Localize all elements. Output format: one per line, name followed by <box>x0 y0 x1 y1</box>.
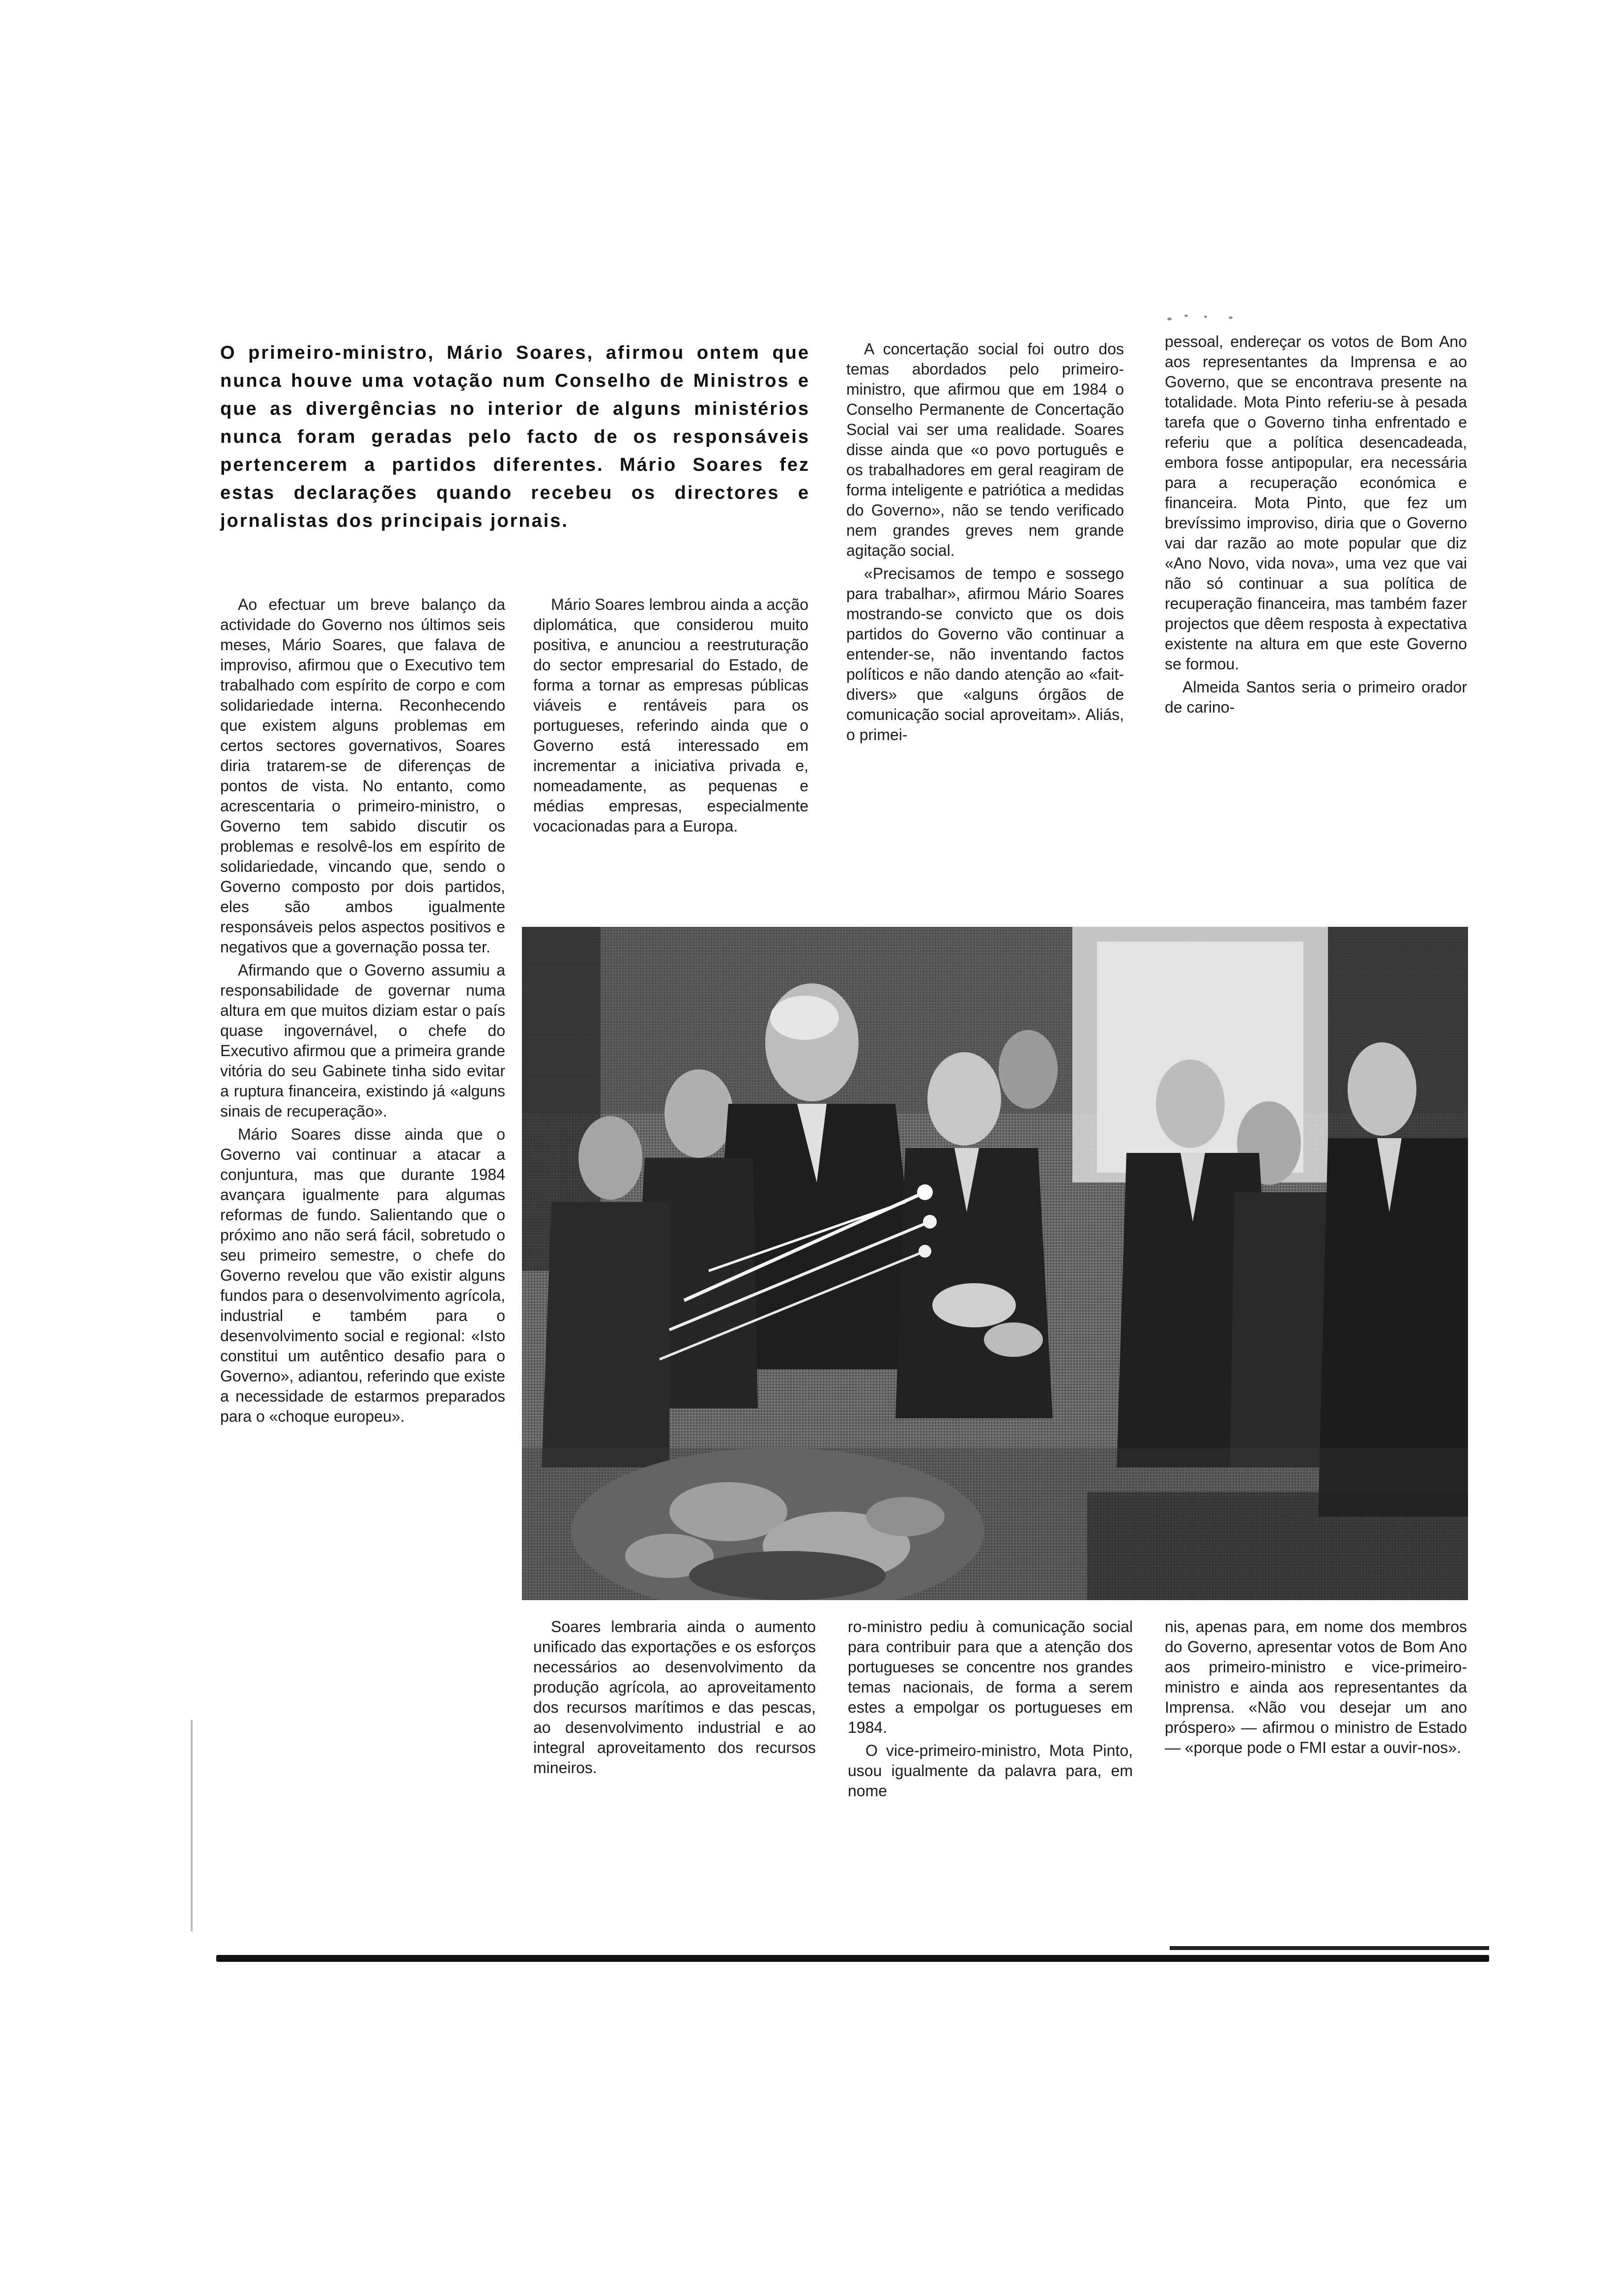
bottom-rule <box>216 1955 1489 1962</box>
paragraph: Mário Soares lembrou ainda a acção diplomática, que considerou muito positiva, e anunciou a reestruturação do sector empresarial do Estado, de forma a tornar as empresas públicas viáveis e rentáveis para os portugueses, referindo ainda que o Governo está interessado em incrementar a iniciativa privada e, nomeadamente, as pequenas e médias empresas, especialmente vocacionadas para a Europa. <box>533 596 808 835</box>
paragraph: Almeida Santos seria o primeiro orador de carino- <box>1165 678 1467 716</box>
article-lede: O primeiro-ministro, Mário Soares, afirmou ontem que nunca houve uma votação num Conselho de Ministros e que as divergências no interior de alguns ministérios nunca foram geradas pelo facto de os responsáveis pertencerem a partidos diferentes. Mário Soares fez estas declarações quando recebeu os directores e jornalistas dos principais jornais. <box>220 343 810 531</box>
article-column-7 <box>1165 1617 1467 1761</box>
article-column-2 <box>533 595 808 839</box>
scan-edge-line <box>191 1720 193 1931</box>
article-column-6 <box>848 1617 1133 1804</box>
scan-speck <box>1167 317 1172 320</box>
paragraph: Mário Soares disse ainda que o Governo vai continuar a atacar a conjuntura, mas que durante 1984 avançara igualmente para algumas reformas de fundo. Salientando que o próximo ano não será fácil, sobretudo o seu primeiro semestre, o chefe do Governo revelou que vão existir alguns fundos para o desenvolvimento agrícola, industrial e também para o desenvolvimento social e regional: «Isto constitui um autêntico desafio para o Governo», adiantou, referindo que existe a necessidade de estarmos preparados para o «choque europeu». <box>220 1125 505 1425</box>
scan-speck <box>1184 315 1188 317</box>
photo-illustration <box>522 927 1468 1600</box>
paragraph: «Precisamos de tempo e sossego para trabalhar», afirmou Mário Soares mostrando-se convicto que os dois partidos do Governo vão continuar a entender-se, não inventando factos políticos e não dando atenção ao «fait-divers» que «alguns órgãos de comunicação social aproveitam». Aliás, o primei- <box>846 565 1124 744</box>
article-column-1 <box>220 595 505 1430</box>
paragraph: O vice-primeiro-ministro, Mota Pinto, usou igualmente da palavra para, em nome <box>848 1742 1133 1800</box>
article-column-3 <box>846 339 1124 748</box>
paragraph: nis, apenas para, em nome dos membros do Governo, apresentar votos de Bom Ano aos primeiro-ministro e vice-primeiro-ministro e ainda aos representantes da Imprensa. «Não vou desejar um ano próspero» — afirmou o ministro de Estado — «porque pode o FMI estar a ouvir-nos». <box>1165 1618 1467 1756</box>
scan-speck <box>1204 316 1207 318</box>
paragraph: pessoal, endereçar os votos de Bom Ano aos representantes da Imprensa e ao Governo, que se encontrava presente na totalidade. Mota Pinto referiu-se à pesada tarefa que o Governo tinha enfrentado e referiu que a política desencadeada, embora fosse antipopular, era necessária para a recuperação económica e financeira. Mota Pinto, que fez um brevíssimo improviso, diria que o Governo vai dar razão ao mote popular que diz «Ano Novo, vida nova», uma vez que vai não só continuar a sua política de recuperação financeira, mas também fazer projectos que dêem resposta à expectativa existente na altura em que este Governo se formou. <box>1165 333 1467 673</box>
paragraph: Soares lembraria ainda o aumento unificado das exportações e os esforços necessários ao desenvolvimento da produção agrícola, ao aproveitamento dos recursos marítimos e das pescas, ao desenvolvimento industrial e ao integral aproveitamento dos recursos mineiros. <box>533 1618 816 1777</box>
article-column-4 <box>1165 332 1467 720</box>
scan-speck <box>1229 316 1233 319</box>
news-photo <box>522 927 1468 1600</box>
paragraph: Ao efectuar um breve balanço da actividade do Governo nos últimos seis meses, Mário Soares, que falava de improviso, afirmou que o Executivo tem trabalhado com espírito de corpo e com solidariedade interna. Reconhecendo que existem alguns problemas em certos sectores governativos, Soares diria tratarem-se de diferenças de pontos de vista. No entanto, como acrescentaria o primeiro-ministro, o Governo tem sabido discutir os problemas e resolvê-los em espírito de solidariedade, vincando que, sendo o Governo composto por dois partidos, eles são ambos igualmente responsáveis pelos aspectos positivos e negativos que a governação possa ter. <box>220 596 505 956</box>
paragraph: Afirmando que o Governo assumiu a responsabilidade de governar numa altura em que muitos diziam estar o país quase ingovernável, o chefe do Executivo afirmou que a primeira grande vitória do seu Gabinete tinha sido evitar a ruptura financeira, existindo já «alguns sinais de recuperação». <box>220 961 505 1120</box>
bottom-rule-upper <box>1170 1946 1489 1950</box>
paragraph: ro-ministro pediu à comunicação social para contribuir para que a atenção dos portugueses se concentre nos grandes temas nacionais, de forma a serem estes a empolgar os portugueses em 1984. <box>848 1618 1133 1736</box>
article-column-5 <box>533 1617 816 1781</box>
paragraph: A concertação social foi outro dos temas abordados pelo primeiro-ministro, que afirmou que em 1984 o Conselho Permanente de Concertação Social vai ser uma realidade. Soares disse ainda que «o povo português e os trabalhadores em geral reagiram de forma inteligente e patriótica a medidas do Governo», não se tendo verificado nem grandes greves nem grande agitação social. <box>846 340 1124 559</box>
